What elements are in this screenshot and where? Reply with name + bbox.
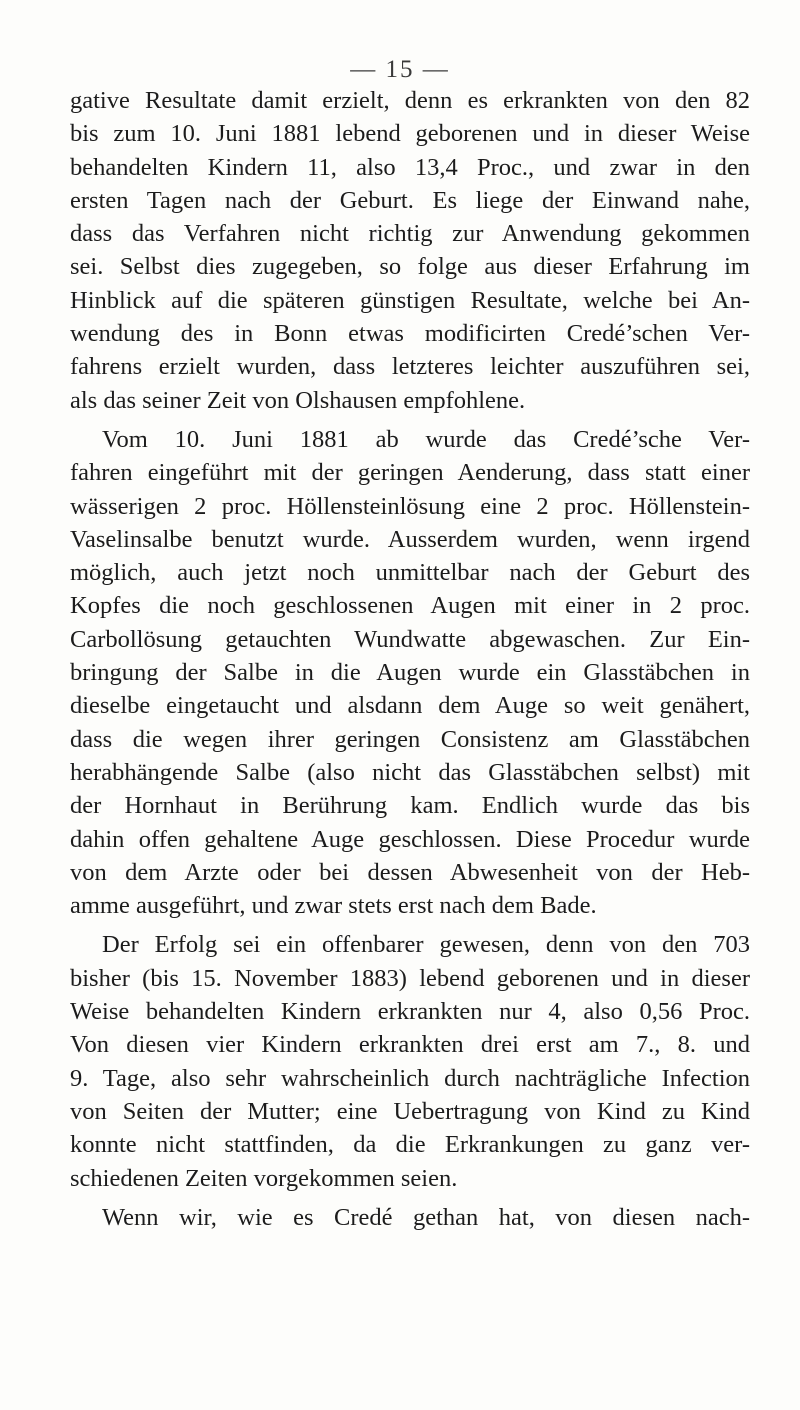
text-line: gative Resultate damit erzielt, denn es erkrankten von den 82: [70, 87, 750, 114]
text-line: Weise behandelten Kindern erkrankten nur 4, also 0,56 Proc.: [70, 998, 750, 1026]
text-line: Vaselinsalbe benutzt wurde. Ausserdem wurden, wenn irgend: [70, 525, 750, 553]
text-line: Wenn wir, wie es Credé gethan hat, von diesen nach-: [102, 1203, 750, 1231]
text-line: möglich, auch jetzt noch unmittelbar nach der Geburt des: [70, 559, 750, 587]
text-line: von Seiten der Mutter; eine Uebertragung von Kind zu Kind: [70, 1097, 750, 1125]
text-line: Kopfes die noch geschlossenen Augen mit einer in 2 proc.: [70, 592, 750, 620]
text-line: 9. Tage, also sehr wahrscheinlich durch nachträgliche Infection: [70, 1064, 750, 1092]
text-line: Hinblick auf die späteren günstigen Resultate, welche bei An-: [70, 286, 750, 314]
text-line: von dem Arzte oder bei dessen Abwesenheit von der Heb-: [70, 858, 750, 886]
paragraph: [70, 1201, 750, 1234]
text-line: dass die wegen ihrer geringen Consistenz am Glasstäbchen: [70, 725, 750, 753]
text-line: wässerigen 2 proc. Höllensteinlösung eine 2 proc. Höllenstein-: [70, 492, 750, 520]
text-line: amme ausgeführt, und zwar stets erst nach dem Bade.: [70, 892, 597, 920]
paragraph: [70, 84, 750, 417]
text-line: dahin offen gehaltene Auge geschlossen. Diese Procedur wurde: [70, 825, 750, 853]
text-line: sei. Selbst dies zugegeben, so folge aus dieser Erfahrung im: [70, 253, 750, 281]
text-line: herabhängende Salbe (also nicht das Glasstäbchen selbst) mit: [70, 758, 750, 786]
text-line: dass das Verfahren nicht richtig zur Anwendung gekommen: [70, 220, 750, 248]
text-line: konnte nicht stattfinden, da die Erkrankungen zu ganz ver-: [70, 1131, 750, 1159]
text-line: wendung des in Bonn etwas modificirten Credé’schen Ver-: [70, 320, 750, 348]
text-line: ersten Tagen nach der Geburt. Es liege der Einwand nahe,: [70, 186, 750, 214]
text-line: Vom 10. Juni 1881 ab wurde das Credé’sche Ver-: [102, 425, 750, 453]
text-line: behandelten Kindern 11, also 13,4 Proc., und zwar in den: [70, 153, 750, 181]
text-line: bringung der Salbe in die Augen wurde ein Glasstäbchen in: [70, 659, 750, 687]
text-line: bis zum 10. Juni 1881 lebend geborenen und in dieser Weise: [70, 120, 750, 148]
page-number: — 15 —: [350, 56, 450, 83]
paragraph: [70, 423, 750, 922]
text-line: dieselbe eingetaucht und alsdann dem Auge so weit genähert,: [70, 692, 750, 720]
text-line: Von diesen vier Kindern erkrankten drei erst am 7., 8. und: [70, 1031, 750, 1059]
text-line: bisher (bis 15. November 1883) lebend geborenen und in dieser: [70, 964, 750, 992]
text-line: fahrens erzielt wurden, dass letzteres leichter auszuführen sei,: [70, 353, 750, 381]
text-line: als das seiner Zeit von Olshausen empfohlene.: [70, 386, 526, 414]
text-line: Carbollösung getauchten Wundwatte abgewaschen. Zur Ein-: [70, 625, 750, 653]
page-body: [70, 84, 750, 1234]
text-line: der Hornhaut in Berührung kam. Endlich wurde das bis: [70, 792, 750, 820]
text-line: schiedenen Zeiten vorgekommen seien.: [70, 1164, 458, 1192]
paragraph: [70, 928, 750, 1194]
text-line: Der Erfolg sei ein offenbarer gewesen, denn von den 703: [102, 931, 750, 959]
text-line: fahren eingeführt mit der geringen Aenderung, dass statt einer: [70, 459, 750, 487]
